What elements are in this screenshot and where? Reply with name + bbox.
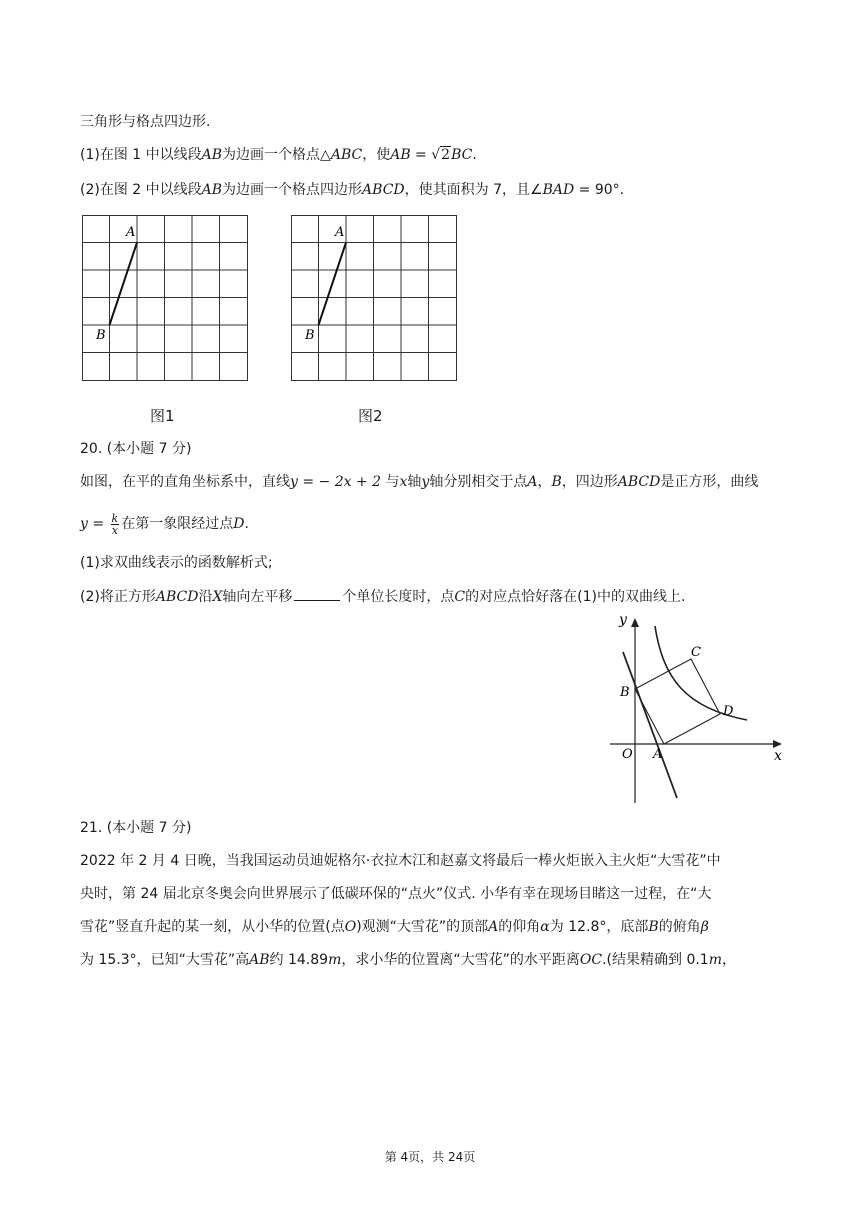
q19-part2: (2)在图 2 中以线段AB为边画一个格点四边形ABCD，使其面积为 7，且∠BAD = 90°. (80, 182, 625, 198)
label-a: A (653, 747, 663, 762)
q21-line2: 央时，第 24 届北京冬奥会向世界展示了低碳环保的“点火”仪式. 小华有幸在现场目睹这一过程，在“大 (80, 886, 712, 902)
q19-part1: (1)在图 1 中以线段AB为边画一个格点△ABC，使AB = √2BC. (80, 147, 477, 163)
q21-line4: 为 15.3°，已知“大雪花”高AB约 14.89m，求小华的位置离“大雪花”的水平距离OC.(结果精确到 0.1m， (80, 952, 736, 968)
label-b: B (620, 685, 630, 700)
page-footer: 第 4页，共 24页 (384, 1150, 476, 1164)
fraction-k-over-x: $\frac{k}{x}$ (111, 511, 119, 537)
label-c: C (691, 645, 701, 660)
grid-lines (292, 216, 457, 381)
square-abcd (635, 659, 720, 744)
q20-part1: (1)求双曲线表示的函数解析式; (80, 555, 273, 571)
label-a: A (126, 225, 136, 240)
figure-2-caption: 图2 (358, 407, 383, 425)
figure-1-caption: 图1 (150, 407, 175, 425)
label-y: y (619, 612, 627, 628)
line-ab (623, 652, 677, 798)
q21-header: 21. (本小题 7 分) (80, 820, 192, 836)
grid-figure-2 (291, 215, 459, 383)
label-b: B (96, 328, 106, 343)
q20-part2: (2)将正方形ABCD沿X轴向左平移 个单位长度时，点C的对应点恰好落在(1)中的双曲线上. (80, 586, 685, 607)
label-b: B (305, 328, 315, 343)
segment-ab (319, 243, 347, 326)
q20-coordinate-figure (605, 608, 795, 808)
segment-ab (110, 243, 138, 326)
label-d: D (723, 704, 734, 719)
q21-line1: 2022 年 2 月 4 日晚，当我国运动员迪妮格尔·衣拉木江和赵嘉文将最后一棒火炬嵌入主火炬“大雪花”中 (80, 853, 721, 869)
answer-blank[interactable] (294, 586, 340, 601)
q20-line1: 如图，在平的直角坐标系中，直线y = − 2x + 2 与x轴y轴分别相交于点A，B，四边形ABCD是正方形，曲线 (80, 474, 759, 490)
x-axis-arrow (773, 740, 782, 748)
q20-header: 20. (本小题 7 分) (80, 441, 192, 457)
q19-tail: 三角形与格点四边形. (80, 114, 211, 130)
grid-lines (83, 216, 248, 381)
q20-line2: y = $\frac{k}{x}$ 在第一象限经过点D. (80, 511, 249, 537)
q21-line3: 雪花”竖直升起的某一刻，从小华的位置(点O)观测“大雪花”的顶部A的仰角α为 12.8°，底部B的俯角β (80, 919, 709, 935)
label-x: x (774, 748, 782, 764)
label-a: A (335, 225, 345, 240)
label-o: O (622, 747, 633, 762)
y-axis-arrow (631, 618, 639, 627)
grid-figure-1 (82, 215, 250, 383)
